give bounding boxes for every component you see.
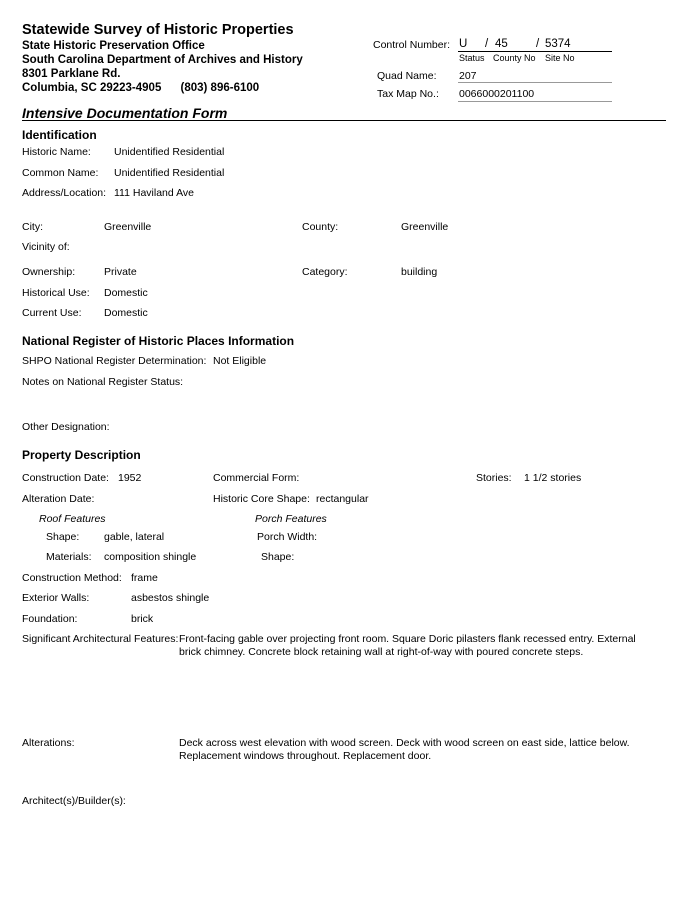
stories-value: 1 1/2 stories — [524, 472, 582, 484]
construction-date-label: Construction Date: — [22, 472, 109, 484]
ownership-label: Ownership: — [22, 266, 76, 278]
form-title: Intensive Documentation Form — [22, 105, 228, 121]
alterations-text: Deck across west elevation with wood screen. Deck with wood screen on east side, lattice below. Replacement windows throughout. Replacement door. — [179, 737, 630, 762]
property-description-heading: Property Description — [22, 448, 141, 462]
historical-use-value: Domestic — [104, 287, 148, 299]
category-value: building — [401, 266, 438, 278]
identification-heading: Identification — [22, 128, 97, 142]
status-caption: Status — [459, 53, 485, 63]
office-line-3: 8301 Parklane Rd. — [22, 68, 121, 80]
quad-name-label: Quad Name: — [377, 70, 437, 82]
porch-features-heading: Porch Features — [255, 513, 327, 525]
alteration-date-label: Alteration Date: — [22, 493, 95, 505]
ownership-value: Private — [104, 266, 137, 278]
roof-materials-label: Materials: — [46, 551, 92, 563]
nr-determination-value: Not Eligible — [213, 355, 267, 367]
tax-map-value: 0066000201100 — [459, 88, 535, 100]
quad-name-underline — [458, 82, 612, 83]
architect-label: Architect(s)/Builder(s): — [22, 795, 126, 807]
control-number-label: Control Number: — [373, 39, 451, 51]
construction-date-value: 1952 — [118, 472, 142, 484]
foundation-label: Foundation: — [22, 613, 78, 625]
office-line-4: Columbia, SC 29223-4905 (803) 896-6100 — [22, 82, 260, 94]
nr-determination-label: SHPO National Register Determination: — [22, 355, 207, 367]
foundation-value: brick — [131, 613, 154, 625]
roof-materials-value: composition shingle — [104, 551, 197, 563]
historic-name-value: Unidentified Residential — [114, 146, 225, 158]
current-use-label: Current Use: — [22, 307, 82, 319]
roof-shape-label: Shape: — [46, 531, 80, 543]
stories-label: Stories: — [476, 472, 512, 484]
exterior-walls-value: asbestos shingle — [131, 592, 210, 604]
nr-notes-label: Notes on National Register Status: — [22, 376, 184, 388]
control-site: 5374 — [545, 38, 571, 50]
historic-name-label: Historic Name: — [22, 146, 91, 158]
category-label: Category: — [302, 266, 348, 278]
county-label: County: — [302, 221, 339, 233]
alterations-label: Alterations: — [22, 737, 75, 749]
exterior-walls-label: Exterior Walls: — [22, 592, 90, 604]
roof-features-heading: Roof Features — [39, 513, 106, 525]
commercial-form-label: Commercial Form: — [213, 472, 300, 484]
county-caption: County No — [493, 53, 536, 63]
vicinity-label: Vicinity of: — [22, 241, 70, 253]
survey-title: Statewide Survey of Historic Properties — [22, 22, 294, 38]
office-line-2: South Carolina Department of Archives and History — [22, 54, 303, 66]
construction-method-label: Construction Method: — [22, 572, 122, 584]
national-register-heading: National Register of Historic Places Information — [22, 334, 295, 348]
construction-method-value: frame — [131, 572, 158, 584]
current-use-value: Domestic — [104, 307, 148, 319]
county-value: Greenville — [401, 221, 449, 233]
control-status: U — [459, 38, 468, 50]
historical-use-label: Historical Use: — [22, 287, 90, 299]
common-name-label: Common Name: — [22, 167, 99, 179]
other-designation-label: Other Designation: — [22, 421, 110, 433]
control-number-underline — [458, 51, 612, 52]
control-sep-2: / — [536, 38, 540, 50]
core-shape-label: Historic Core Shape: — [213, 493, 310, 505]
site-caption: Site No — [545, 53, 575, 63]
form-title-rule — [22, 120, 666, 121]
address-value: 111 Haviland Ave — [114, 187, 194, 199]
tax-map-underline — [458, 101, 612, 102]
common-name-value: Unidentified Residential — [114, 167, 225, 179]
porch-width-label: Porch Width: — [257, 531, 318, 543]
control-county: 45 — [495, 38, 508, 50]
roof-shape-value: gable, lateral — [104, 531, 165, 543]
city-value: Greenville — [104, 221, 152, 233]
address-label: Address/Location: — [22, 187, 107, 199]
office-line-1: State Historic Preservation Office — [22, 40, 205, 52]
significant-features-text: Front-facing gable over projecting front room. Square Doric pilasters flank recessed entry. External brick chimney. Concrete block retaining wall at right-of-way with poured concrete steps. — [179, 633, 636, 658]
city-label: City: — [22, 221, 43, 233]
control-sep-1: / — [485, 38, 489, 50]
quad-name-value: 207 — [459, 70, 477, 82]
tax-map-label: Tax Map No.: — [377, 88, 439, 100]
porch-shape-label: Shape: — [261, 551, 295, 563]
core-shape-value: rectangular — [316, 493, 369, 505]
significant-features-label: Significant Architectural Features: — [22, 633, 179, 645]
